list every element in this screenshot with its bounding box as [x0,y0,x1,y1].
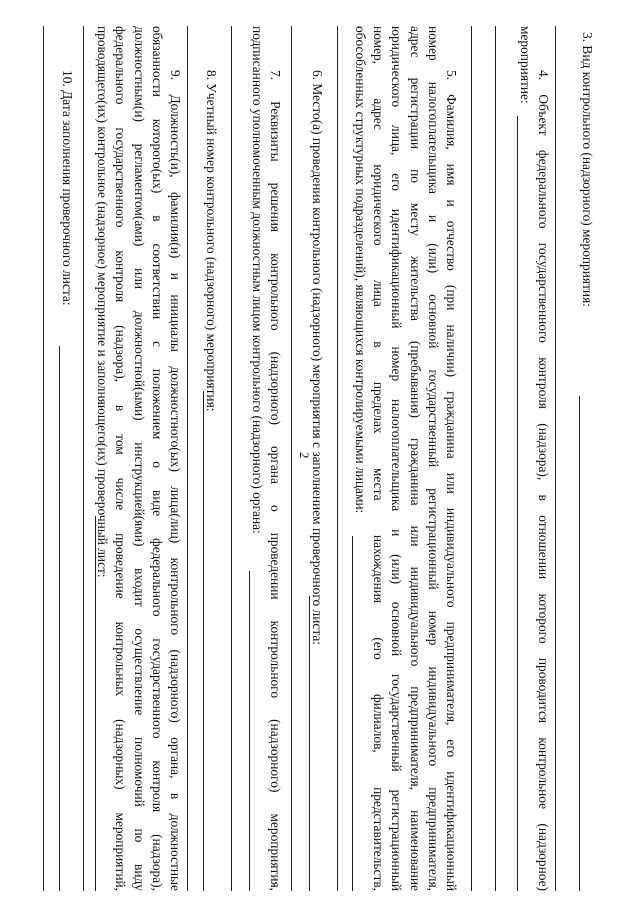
rule-9a[interactable] [83,26,84,891]
section-5-fill-line[interactable] [352,536,353,891]
section-5 [351,26,460,891]
section-8 [202,26,220,891]
rule-4a[interactable] [495,26,496,891]
section-4-fill-line[interactable] [517,116,518,891]
rule-7a[interactable] [231,26,232,891]
section-9 [93,26,184,891]
section-7-fill-line[interactable] [249,571,250,891]
section-5-line-4: юридического лица, его идентификационный номер налогоплательщика и (или) основной государственный регистрационный [389,26,405,891]
section-3 [578,26,596,891]
section-4-line-1: 4. Объект федерального государственного контроля (надзора), в отношении которого проводится контрольное (надзорное) [536,70,551,891]
section-8-fill-line[interactable] [203,391,204,891]
section-10-line-1: 10. Дата заполнения проверочного листа: [60,70,75,306]
section-10-fill-line[interactable] [59,346,60,891]
rule-6a[interactable] [291,26,292,891]
section-4-line-2: мероприятие: [517,26,533,104]
section-5-line-5 [369,26,387,891]
section-3-fill-line[interactable] [579,396,580,891]
rule-3a[interactable] [555,26,556,891]
section-7-line-2: подписанного уполномоченным должностным лицом контрольного (надзорного) органа: [249,26,265,534]
section-9-line-1: 9. Должность(и), фамилия(и) и инициалы должностного(ых) лица(лиц) контрольного (надзорного) органа, в должностные [168,70,183,891]
section-5-line-2: номер налогоплательщика и (или) основной государственный регистрационный номер индивидуального предпринимателя, [425,26,441,891]
section-5-line-3: адрес регистрации по месту жительства (пребывания) гражданина или индивидуального предпринимателя, наименование [407,26,423,891]
section-5-line-1: 5. Фамилия, имя и отчество (при наличии) гражданина или индивидуального предпринимателя, его идентификационный [444,70,459,891]
section-6-fill-line[interactable] [309,596,310,891]
section-5-line-5-rest: (его филиалов, представительств, [371,637,387,891]
section-9-line-2: обязанности которого(ых) в соответствии с положением о виде федерального государственного контроля (надзора), [149,26,165,891]
section-7-line-1: 7. Реквизиты решения контрольного (надзорного) органа о проведении контрольного (надзорного) мероприятия, [268,70,283,891]
rule-10a[interactable] [43,26,44,891]
section-10 [58,26,76,891]
section-9-line-3: должностным(и) регламентом(ами) или должностной(ыми) инструкцией(ями) входит осуществление полномочий по виду [131,26,147,891]
section-9-line-4: федерального государственного контроля (надзора), в том числе проведение контрольных (надзорных) мероприятий, [113,26,129,891]
section-5-line-5-text: номер, адрес юридического лица [371,26,387,342]
section-3-line-1: 3. Вид контрольного (надзорного) мероприятия: [580,32,595,307]
section-6 [308,26,326,891]
page-number: 2 [297,452,312,459]
rule-8a[interactable] [187,26,188,891]
section-5-line-6: обособленных структурных подразделений), являющихся контролируемыми лицами: [353,26,369,514]
rule-4b[interactable] [471,26,472,891]
section-7 [248,26,284,891]
section-8-line-1: 8. Учетный номер контрольного (надзорного) мероприятия: [204,70,219,412]
rotated-form-content [36,26,596,891]
section-9-fill-line[interactable] [95,516,96,891]
section-9-line-5: проводящего(их) контрольное (надзорное) мероприятие и заполняющего(их) проверочный лист: [95,26,111,578]
section-4 [516,26,552,891]
section-5-line-5-mid: в пределах места нахождения [371,341,387,638]
section-6-line-1: 6. Место(а) проведения контрольного (надзорного) мероприятия с заполнением проверочного листа: [310,70,325,646]
rule-5a[interactable] [337,26,338,891]
